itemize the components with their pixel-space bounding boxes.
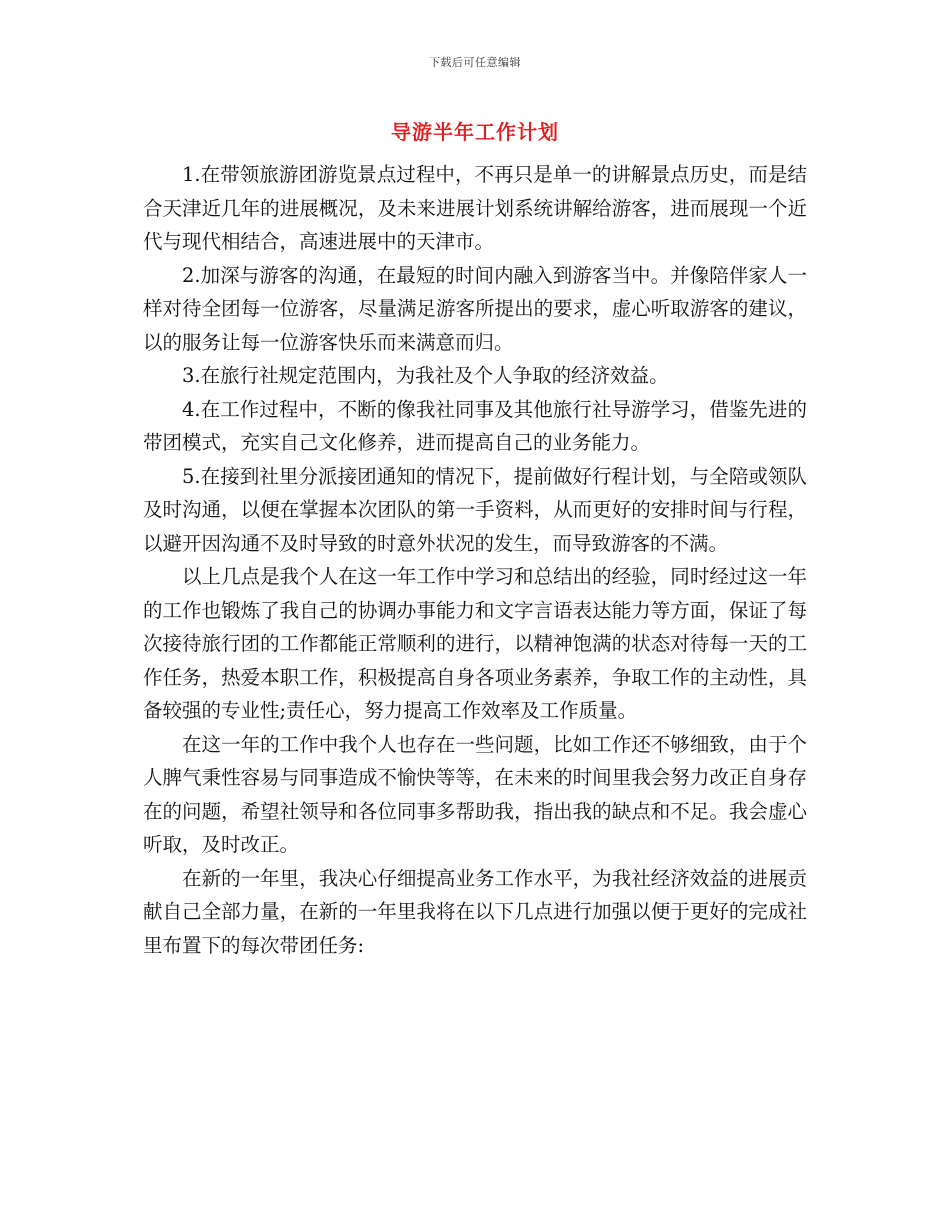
paragraph-1: 1.在带领旅游团游览景点过程中，不再只是单一的讲解景点历史，而是结合天津近几年的进展概况，及未来进展计划系统讲解给游客，进而展现一个近代与现代相结合，高速进展中的天津市。 bbox=[143, 163, 807, 253]
paragraph-7: 在这一年的工作中我个人也存在一些问题，比如工作还不够细致，由于个人脾气秉性容易与同事造成不愉快等等，在未来的时间里我会努力改正自身存在的问题，希望社领导和各位同事多帮助我，指出我的缺点和不足。我会虚心听取，及时改正。 bbox=[143, 732, 807, 856]
document-body bbox=[143, 158, 807, 962]
paragraph-2: 2.加深与游客的沟通，在最短的时间内融入到游客当中。并像陪伴家人一样对待全团每一位游客，尽量满足游客所提出的要求，虚心听取游客的建议，以的服务让每一位游客快乐而来满意而归。 bbox=[143, 263, 807, 354]
paragraph-6: 以上几点是我个人在这一年工作中学习和总结出的经验，同时经过这一年的工作也锻炼了我自己的协调办事能力和文字言语表达能力等方面，保证了每次接待旅行团的工作都能正常顺利的进行，以精神饱满的状态对待每一天的工作任务，热爱本职工作，积极提高自身各项业务素养，争取工作的主动性，具备较强的专业性;责任心，努力提高工作效率及工作质量。 bbox=[143, 565, 807, 722]
header-note: 下载后可任意编辑 bbox=[429, 56, 521, 69]
document-title: 导游半年工作计划 bbox=[391, 120, 559, 144]
paragraph-5: 5.在接到社里分派接团通知的情况下，提前做好行程计划，与全陪或领队及时沟通，以便在掌握本次团队的第一手资料，从而更好的安排时间与行程，以避开因沟通不及时导致的时意外状况的发生，而导致游客的不满。 bbox=[143, 464, 807, 555]
paragraph-8: 在新的一年里，我决心仔细提高业务工作水平，为我社经济效益的进展贡献自己全部力量，在新的一年里我将在以下几点进行加强以便于更好的完成社里布置下的每次带团任务: bbox=[143, 866, 807, 957]
paragraph-4: 4.在工作过程中，不断的像我社同事及其他旅行社导游学习，借鉴先进的带团模式，充实自己文化修养，进而提高自己的业务能力。 bbox=[143, 397, 807, 454]
paragraph-3: 3.在旅行社规定范围内，为我社及个人争取的经济效益。 bbox=[182, 364, 669, 387]
